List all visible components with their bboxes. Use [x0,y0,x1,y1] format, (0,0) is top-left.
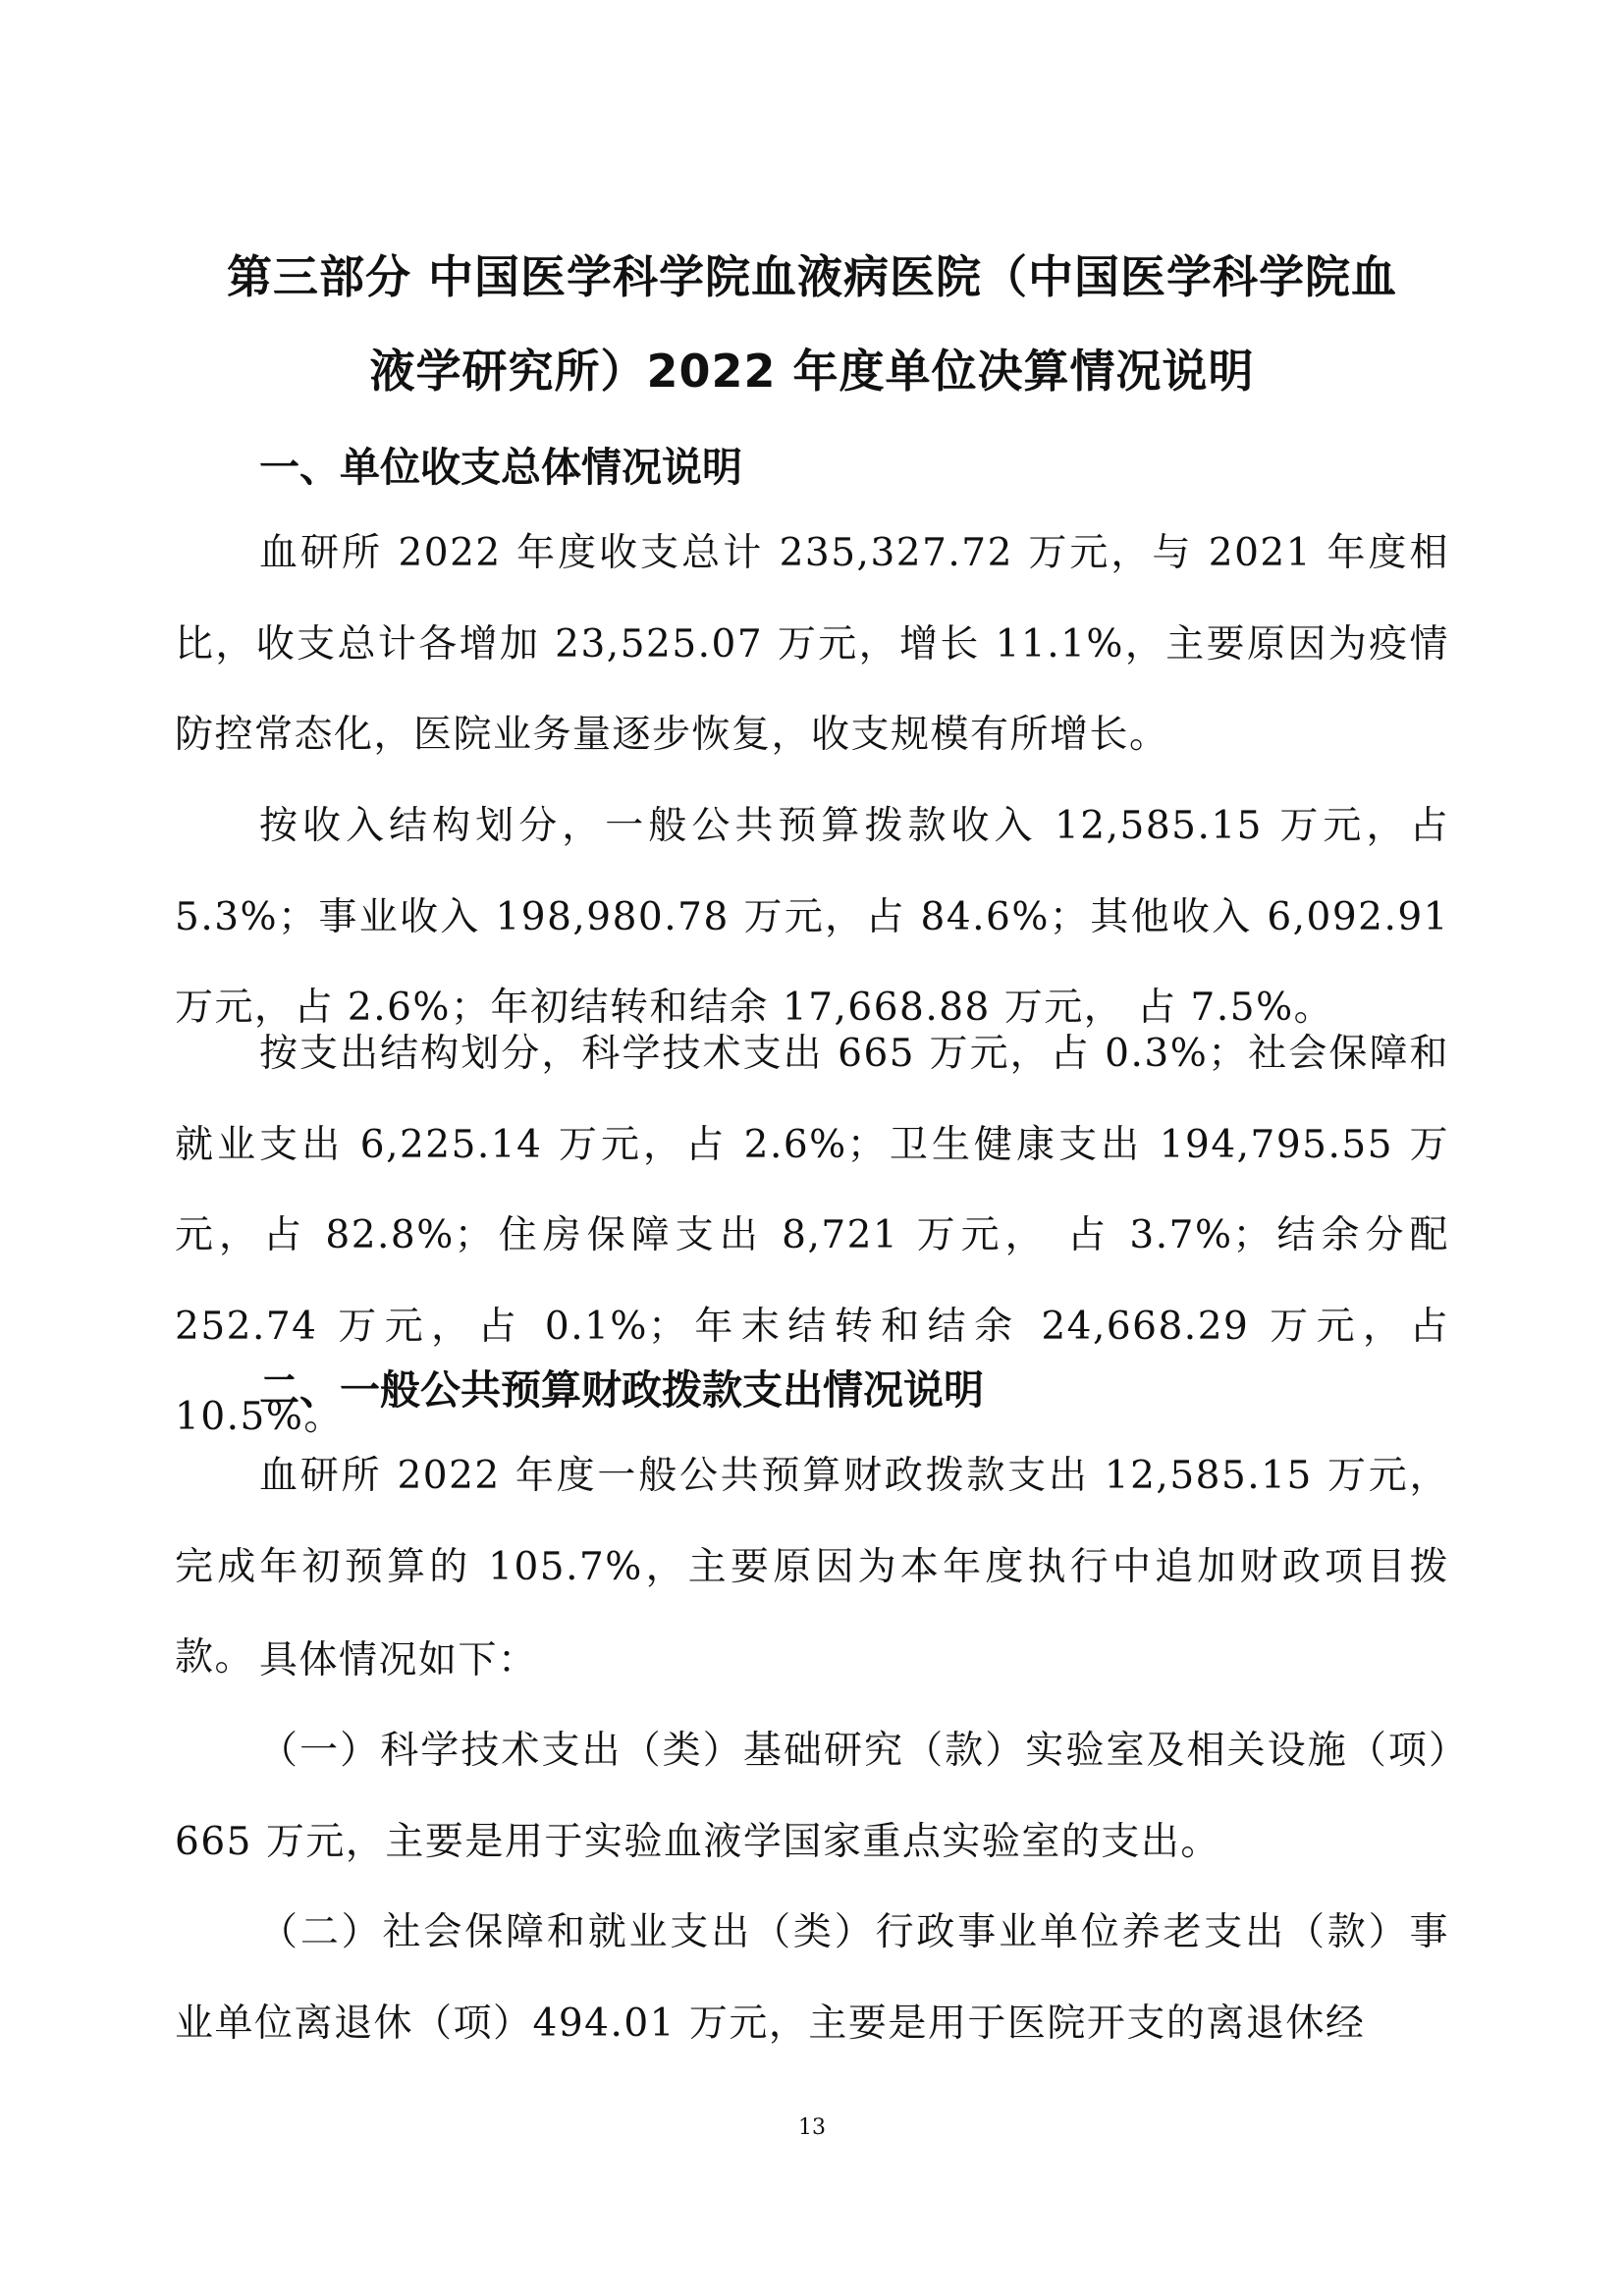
section-1-heading: 一、单位收支总体情况说明 [259,444,742,491]
page-number: 13 [798,2115,826,2140]
page-title-line-1: 第三部分 中国医学科学院血液病医院（中国医学科学院血 [226,250,1397,303]
section-1-paragraph-summary: 血研所 2022 年度收支总计 235,327.72 万元，与 2021 年度相比，收支总计各增加 23,525.07 万元，增长 11.1%，主要原因为疫情防控常态化，医院业务量逐步恢复，收支规模有所增长。 [175,531,1449,757]
section-2-paragraph-summary: 血研所 2022 年度一般公共预算财政拨款支出 12,585.15 万元，完成年初预算的 105.7%，主要原因为本年度执行中追加财政项目拨款。 [175,1454,1449,1680]
section-1-paragraph-expenditure: 按支出结构划分，科学技术支出 665 万元，占 0.3%；社会保障和就业支出 6,225.14 万元，占 2.6%；卫生健康支出 194,795.55 万元，占 82.8%；住房保障支出 8,721 万元， 占 3.7%；结余分配 252.74 万元，占 0.1%；年末结转和结余 24,668.29 万元，占 10.5%。 [175,1032,1449,1439]
section-2-item-1: （一）科学技术支出（类）基础研究（款）实验室及相关设施（项）665 万元，主要是用于实验血液学国家重点实验室的支出。 [175,1729,1449,1864]
section-1-paragraph-income: 按收入结构划分，一般公共预算拨款收入 12,585.15 万元，占 5.3%；事业收入 198,980.78 万元，占 84.6%；其他收入 6,092.91 万元，占 2.6%；年初结转和结余 17,668.88 万元， 占 7.5%。 [175,804,1449,1030]
section-2-heading: 二、一般公共预算财政拨款支出情况说明 [259,1366,984,1414]
page-title-line-2: 液学研究所）2022 年度单位决算情况说明 [369,345,1255,398]
section-2-item-2: （二）社会保障和就业支出（类）行政事业单位养老支出（款）事业单位离退休（项）494.01 万元，主要是用于医院开支的离退休经 [175,1910,1449,2046]
section-2-paragraph-intro: 具体情况如下： [259,1638,538,1682]
